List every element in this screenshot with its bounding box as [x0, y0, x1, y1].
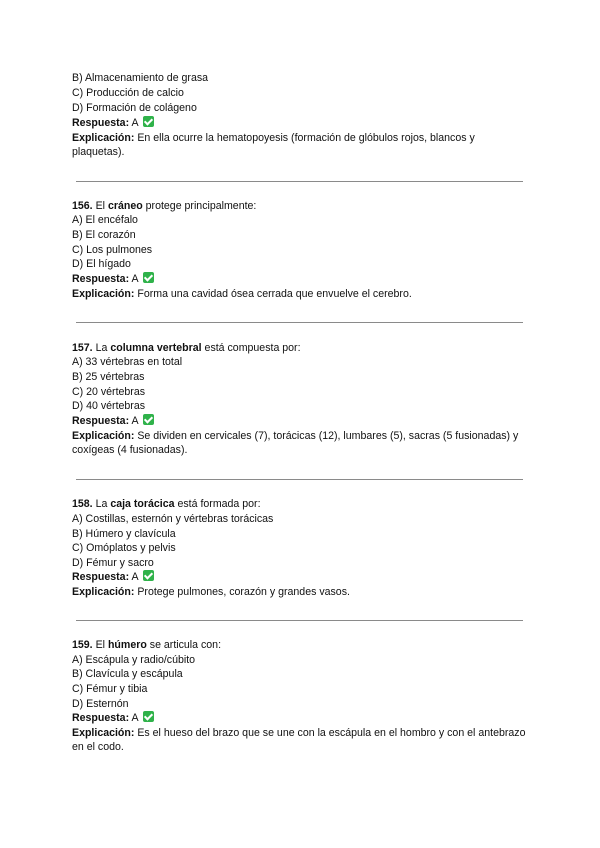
question-159: 159. El húmero se articula con:	[72, 639, 222, 651]
check-icon	[143, 414, 154, 425]
option-d: D) 40 vértebras	[72, 400, 146, 412]
option-c: C) Producción de calcio	[72, 87, 184, 99]
option-b: B) Clavícula y escápula	[72, 668, 183, 680]
option-a: A) Costillas, esternón y vértebras torácicas	[72, 513, 274, 525]
explanation-line: Explicación: Se dividen en cervicales (7), torácicas (12), lumbares (5), sacras (5 fusionadas) y coxígeas (4 fusionadas).	[72, 430, 519, 456]
option-b: B) El corazón	[72, 229, 136, 241]
divider	[76, 181, 523, 182]
option-d: D) El hígado	[72, 258, 131, 270]
option-d: D) Fémur y sacro	[72, 557, 154, 569]
check-icon	[143, 711, 154, 722]
option-c: C) Los pulmones	[72, 244, 153, 256]
option-b: B) Almacenamiento de grasa	[72, 72, 209, 84]
option-c: C) Fémur y tibia	[72, 683, 148, 695]
answer-line: Respuesta: A	[72, 414, 154, 428]
option-d: D) Esternón	[72, 698, 129, 710]
answer-line: Respuesta: A	[72, 570, 154, 584]
option-a: A) El encéfalo	[72, 214, 138, 226]
answer-line: Respuesta: A	[72, 272, 154, 286]
option-c: C) 20 vértebras	[72, 386, 146, 398]
divider	[76, 322, 523, 323]
check-icon	[143, 272, 154, 283]
option-a: A) Escápula y radio/cúbito	[72, 654, 196, 666]
option-b: B) 25 vértebras	[72, 371, 145, 383]
answer-line: Respuesta: A	[72, 116, 154, 130]
question-158: 158. La caja torácica está formada por:	[72, 498, 261, 510]
explanation-line: Explicación: En ella ocurre la hematopoyesis (formación de glóbulos rojos, blancos y plaquetas).	[72, 132, 475, 158]
option-c: C) Omóplatos y pelvis	[72, 542, 176, 554]
divider	[76, 479, 523, 480]
option-b: B) Húmero y clavícula	[72, 528, 176, 540]
option-a: A) 33 vértebras en total	[72, 356, 183, 368]
explanation-line: Explicación: Es el hueso del brazo que se une con la escápula en el hombro y con el antebrazo en el codo.	[72, 727, 526, 753]
answer-line: Respuesta: A	[72, 711, 154, 725]
divider	[76, 620, 523, 621]
option-d: D) Formación de colágeno	[72, 102, 197, 114]
explanation-line: Explicación: Protege pulmones, corazón y grandes vasos.	[72, 586, 350, 598]
check-icon	[143, 570, 154, 581]
question-157: 157. La columna vertebral está compuesta por:	[72, 342, 301, 354]
question-156: 156. El cráneo protege principalmente:	[72, 200, 257, 212]
check-icon	[143, 116, 154, 127]
explanation-line: Explicación: Forma una cavidad ósea cerrada que envuelve el cerebro.	[72, 288, 412, 300]
